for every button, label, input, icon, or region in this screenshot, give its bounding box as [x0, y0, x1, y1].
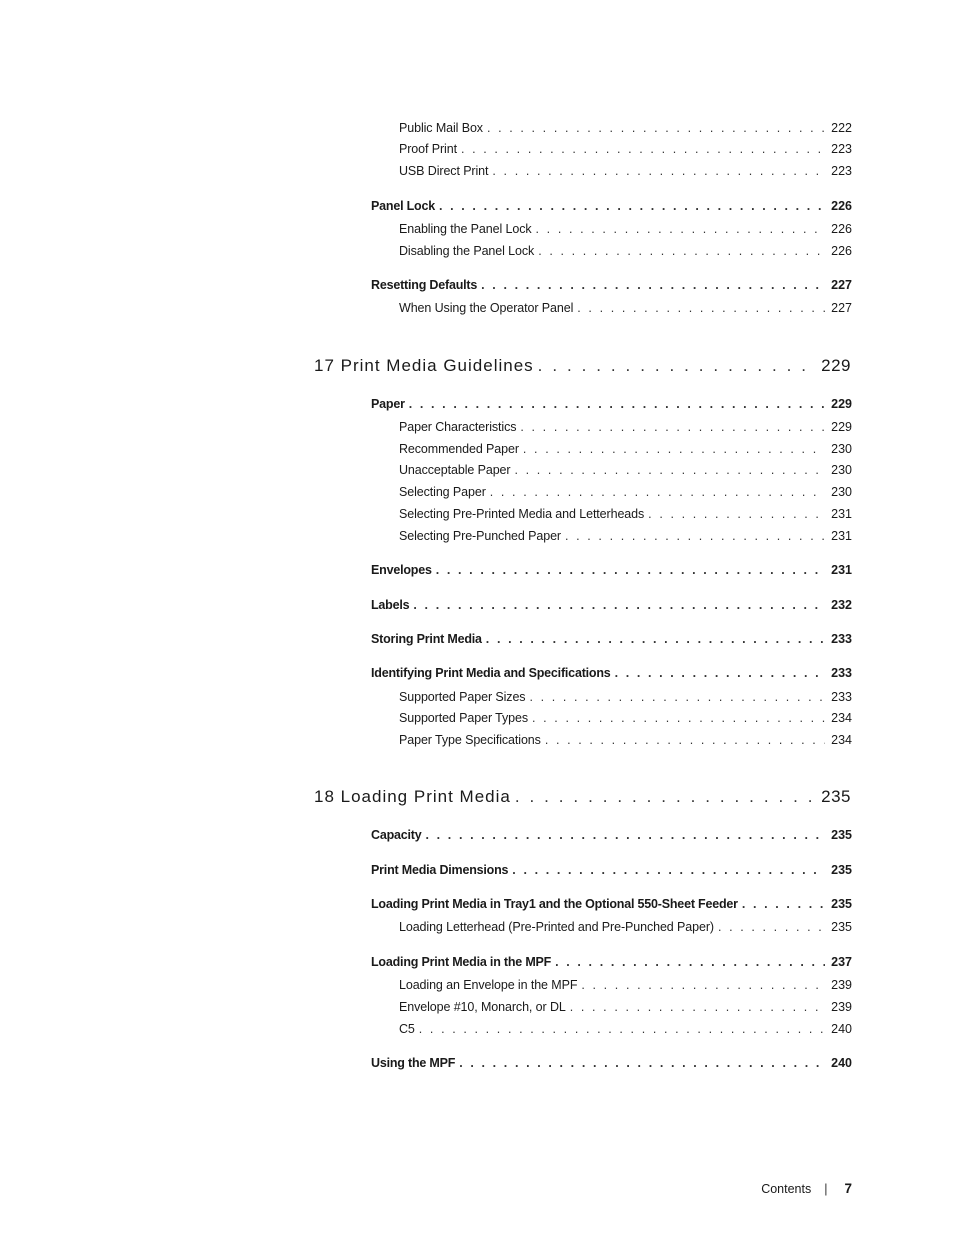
toc-chapter	[314, 785, 851, 809]
toc-section-title: Resetting Defaults	[371, 278, 478, 292]
dot-leader	[577, 299, 825, 317]
toc-entry-page: 235	[831, 920, 852, 934]
toc-section	[371, 895, 852, 913]
toc-section-page: 235	[831, 828, 852, 842]
toc-entry-page: 223	[831, 164, 852, 178]
toc-entry-page: 231	[831, 529, 852, 543]
toc-entry-title: Supported Paper Sizes	[399, 690, 526, 704]
toc-entry	[399, 162, 852, 180]
toc-section-page: 226	[831, 199, 852, 213]
toc-entry-page: 233	[831, 690, 852, 704]
toc-section-page: 240	[831, 1056, 852, 1070]
footer-separator: |	[824, 1182, 828, 1196]
toc-chapter	[314, 354, 851, 378]
toc-entry-page: 226	[831, 222, 852, 236]
toc-entry-page: 230	[831, 485, 852, 499]
toc-entry-title: Enabling the Panel Lock	[399, 222, 532, 236]
dot-leader	[490, 483, 825, 501]
toc-entry-page: 234	[831, 733, 852, 747]
toc-entry	[399, 505, 852, 523]
dot-leader	[555, 953, 825, 971]
dot-leader	[515, 785, 815, 809]
dot-leader	[492, 162, 825, 180]
toc-entry	[399, 1020, 852, 1038]
toc-section	[371, 1054, 852, 1072]
toc-entry	[399, 688, 852, 706]
toc-chapter-title: 18 Loading Print Media	[314, 787, 511, 806]
toc-entry	[399, 918, 852, 936]
toc-section	[371, 276, 852, 294]
dot-leader	[570, 998, 825, 1016]
toc-section	[371, 953, 852, 971]
toc-section	[371, 826, 852, 844]
toc-section-page: 231	[831, 563, 852, 577]
dot-leader	[545, 731, 825, 749]
dot-leader	[487, 119, 825, 137]
toc-entry-title: Selecting Paper	[399, 485, 486, 499]
toc-section-title: Capacity	[371, 828, 422, 842]
toc-section-title: Labels	[371, 598, 410, 612]
toc-entry-page: 230	[831, 463, 852, 477]
dot-leader	[532, 709, 825, 727]
toc-entry-page: 227	[831, 301, 852, 315]
page-footer	[700, 1180, 852, 1198]
dot-leader	[409, 395, 825, 413]
dot-leader	[615, 664, 826, 682]
toc-entry	[399, 299, 852, 317]
toc-entry-title: Paper Characteristics	[399, 420, 517, 434]
toc-section-title: Paper	[371, 397, 405, 411]
toc-section-page: 233	[831, 666, 852, 680]
toc-entry-title: Unacceptable Paper	[399, 463, 511, 477]
toc-section	[371, 664, 852, 682]
toc-entry-page: 239	[831, 1000, 852, 1014]
toc-section-page: 229	[831, 397, 852, 411]
toc-section	[371, 197, 852, 215]
dot-leader	[439, 197, 825, 215]
toc-entry-title: Loading an Envelope in the MPF	[399, 978, 578, 992]
toc-chapter-title: 17 Print Media Guidelines	[314, 356, 534, 375]
toc-section-page: 227	[831, 278, 852, 292]
toc-entry	[399, 998, 852, 1016]
toc-entry-title: Disabling the Panel Lock	[399, 244, 535, 258]
toc-entry	[399, 418, 852, 436]
toc-entry	[399, 483, 852, 501]
dot-leader	[459, 1054, 825, 1072]
dot-leader	[538, 242, 825, 260]
toc-section-title: Print Media Dimensions	[371, 863, 509, 877]
toc-chapter-page: 235	[821, 787, 851, 806]
toc-section	[371, 630, 852, 648]
toc-entry-page: 239	[831, 978, 852, 992]
toc-section	[371, 861, 852, 879]
toc-section-page: 235	[831, 897, 852, 911]
dot-leader	[523, 440, 825, 458]
toc-entry	[399, 119, 852, 137]
dot-leader	[648, 505, 825, 523]
page-number: 7	[844, 1181, 852, 1196]
toc-entry-page: 226	[831, 244, 852, 258]
toc-section-title: Loading Print Media in Tray1 and the Optional 550-Sheet Feeder	[371, 897, 738, 911]
toc-entry-title: When Using the Operator Panel	[399, 301, 574, 315]
dot-leader	[742, 895, 825, 913]
toc-entry	[399, 140, 852, 158]
toc-entry-page: 234	[831, 711, 852, 725]
dot-leader	[419, 1020, 825, 1038]
dot-leader	[536, 220, 826, 238]
dot-leader	[426, 826, 826, 844]
dot-leader	[565, 527, 825, 545]
toc-section-title: Using the MPF	[371, 1056, 456, 1070]
dot-leader	[529, 688, 825, 706]
toc-entry-title: Loading Letterhead (Pre-Printed and Pre-Punched Paper)	[399, 920, 714, 934]
toc-entry	[399, 976, 852, 994]
toc-section-page: 232	[831, 598, 852, 612]
toc-entry-title: Envelope #10, Monarch, or DL	[399, 1000, 566, 1014]
toc-entry	[399, 242, 852, 260]
toc-section-title: Envelopes	[371, 563, 432, 577]
toc-entry-title: Proof Print	[399, 142, 457, 156]
toc-entry-page: 230	[831, 442, 852, 456]
toc-entry-title: Selecting Pre-Printed Media and Letterheads	[399, 507, 645, 521]
toc-section-page: 235	[831, 863, 852, 877]
toc-entry	[399, 527, 852, 545]
dot-leader	[520, 418, 825, 436]
footer-section-label: Contents	[761, 1182, 812, 1196]
dot-leader	[718, 918, 825, 936]
toc-section-page: 237	[831, 955, 852, 969]
toc-entry	[399, 709, 852, 727]
toc-entry-page: 229	[831, 420, 852, 434]
toc-entry-page: 222	[831, 121, 852, 135]
toc-entry-title: Selecting Pre-Punched Paper	[399, 529, 561, 543]
toc-entry	[399, 461, 852, 479]
toc-section-title: Panel Lock	[371, 199, 435, 213]
toc-section-page: 233	[831, 632, 852, 646]
toc-section	[371, 596, 852, 614]
toc-entry-page: 231	[831, 507, 852, 521]
toc-entry-title: C5	[399, 1022, 415, 1036]
toc-section	[371, 561, 852, 579]
dot-leader	[413, 596, 825, 614]
toc-entry-title: Recommended Paper	[399, 442, 519, 456]
toc-entry-page: 223	[831, 142, 852, 156]
toc-entry	[399, 220, 852, 238]
toc-entry-title: Public Mail Box	[399, 121, 483, 135]
toc-section-title: Storing Print Media	[371, 632, 482, 646]
dot-leader	[486, 630, 825, 648]
dot-leader	[436, 561, 825, 579]
toc-section-title: Identifying Print Media and Specifications	[371, 666, 611, 680]
toc-entry-page: 240	[831, 1022, 852, 1036]
dot-leader	[512, 861, 825, 879]
dot-leader	[538, 354, 815, 378]
toc-entry-title: USB Direct Print	[399, 164, 489, 178]
toc-entry	[399, 440, 852, 458]
dot-leader	[514, 461, 825, 479]
dot-leader	[581, 976, 825, 994]
toc-entry-title: Supported Paper Types	[399, 711, 529, 725]
toc-chapter-page: 229	[821, 356, 851, 375]
toc-entry-title: Paper Type Specifications	[399, 733, 541, 747]
toc-entry	[399, 731, 852, 749]
toc-section	[371, 395, 852, 413]
dot-leader	[481, 276, 825, 294]
dot-leader	[461, 140, 825, 158]
toc-section-title: Loading Print Media in the MPF	[371, 955, 552, 969]
